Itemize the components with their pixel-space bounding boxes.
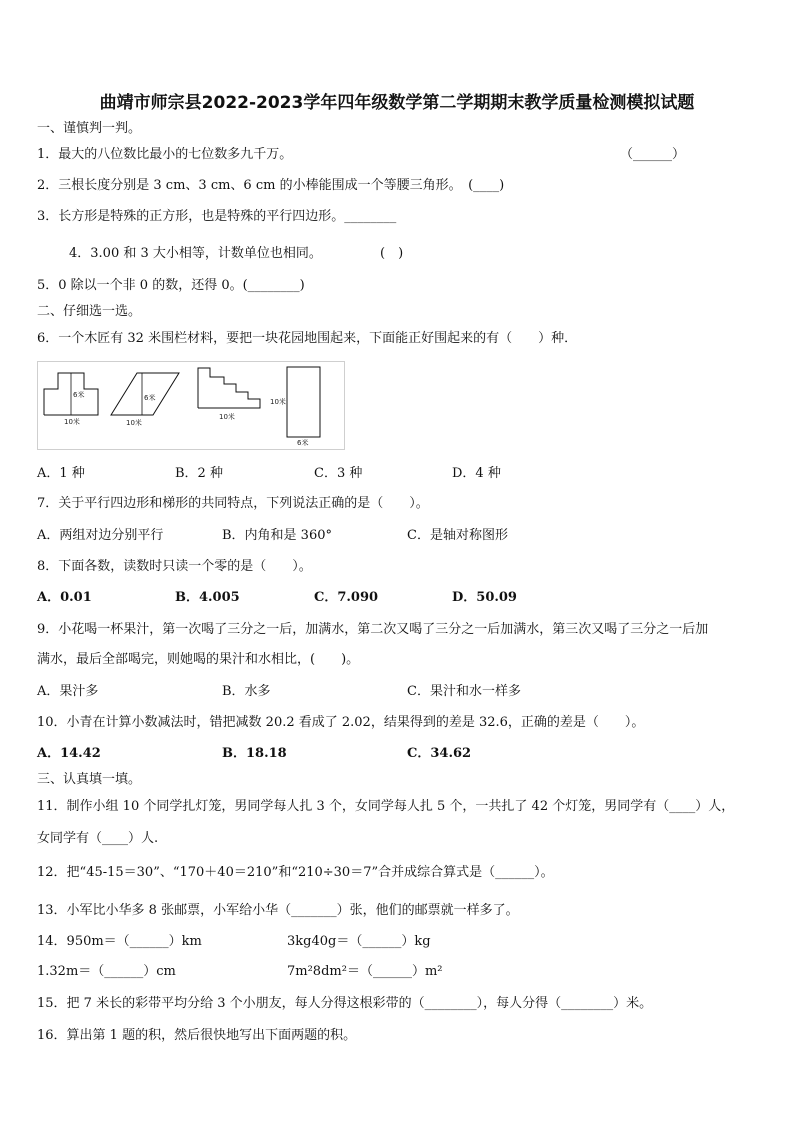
- page-title: 曲靖市师宗县2022-2023学年四年级数学第二学期期末教学质量检测模拟试题: [99, 93, 695, 113]
- question-15-text: 15．把 7 米长的彩带平均分给 3 个小朋友，每人分得这根彩带的（________），每人分得（________）米。: [37, 996, 653, 1011]
- q7-option-a[interactable]: A．两组对边分别平行: [37, 528, 164, 543]
- question-12-text: 12．把“45-15＝30”、“170＋40＝210”和“210÷30＝7”合并成综合算式是（______）。: [37, 865, 554, 880]
- figure-4-width-label: 6米: [297, 439, 309, 447]
- question-16-text: 16．算出第 1 题的积，然后很快地写出下面两题的积。: [37, 1028, 357, 1043]
- section-heading-1: 一、谨慎判一判。: [37, 121, 142, 136]
- q8-option-a[interactable]: A．0.01: [37, 590, 92, 605]
- q8-option-c[interactable]: C．7.090: [314, 590, 379, 605]
- question-14-c: 1.32m＝（______）cm: [37, 964, 176, 979]
- figure-4-height-label: 10米: [270, 398, 286, 406]
- question-5-text: 5．0 除以一个非 0 的数，还得 0。(________): [37, 278, 305, 293]
- q6-option-b[interactable]: B．2 种: [175, 466, 223, 481]
- q9-option-b[interactable]: B．水多: [222, 684, 271, 699]
- question-10-text: 10．小青在计算小数减法时，错把减数 20.2 看成了 2.02，结果得到的差是 32.6，正确的差是（ ）。: [37, 715, 645, 730]
- q6-option-d[interactable]: D．4 种: [452, 466, 501, 481]
- question-4-text: 4．3.00 和 3 大小相等，计数单位也相同。: [69, 246, 322, 261]
- q10-option-b[interactable]: B．18.18: [222, 746, 287, 761]
- section-heading-2: 二、仔细选一选。: [37, 304, 142, 319]
- question-3-text: 3．长方形是特殊的正方形，也是特殊的平行四边形。________: [37, 209, 397, 224]
- q8-option-d[interactable]: D．50.09: [452, 590, 517, 605]
- question-4-answer-blank[interactable]: ( ): [380, 246, 404, 261]
- q6-option-c[interactable]: C．3 种: [314, 466, 363, 481]
- question-6-figure: [37, 361, 345, 450]
- figure-2-height-label: 6米: [144, 394, 156, 402]
- question-1-answer-blank[interactable]: （______）: [620, 147, 686, 162]
- question-14-d: 7m²8dm²＝（______）m²: [287, 964, 443, 979]
- question-11-line-1: 11．制作小组 10 个同学扎灯笼，男同学每人扎 3 个，女同学每人扎 5 个，一共扎了 42 个灯笼，男同学有（____）人，: [37, 799, 735, 814]
- figure-shape-3: [198, 368, 260, 408]
- question-9-line-1: 9．小花喝一杯果汁，第一次喝了三分之一后，加满水，第二次又喝了三分之一后加满水，第三次又喝了三分之一后加: [37, 622, 709, 637]
- question-11-line-2: 女同学有（____）人.: [37, 831, 159, 846]
- question-1-text: 1．最大的八位数比最小的七位数多九千万。: [37, 147, 293, 162]
- q8-option-b[interactable]: B．4.005: [175, 590, 240, 605]
- q7-option-b[interactable]: B．内角和是 360°: [222, 528, 332, 543]
- question-2-text: 2．三根长度分别是 3 cm、3 cm、6 cm 的小棒能围成一个等腰三角形。 (____): [37, 178, 505, 193]
- question-8-text: 8．下面各数，读数时只读一个零的是（ ）。: [37, 559, 312, 574]
- q7-option-c[interactable]: C．是轴对称图形: [407, 528, 508, 543]
- q6-option-a[interactable]: A．1 种: [37, 466, 85, 481]
- question-6-text: 6．一个木匠有 32 米围栏材料，要把一块花园地围起来，下面能正好围起来的有（ ）种．: [37, 331, 578, 346]
- q9-option-c[interactable]: C．果汁和水一样多: [407, 684, 521, 699]
- figure-shape-4: [287, 367, 320, 437]
- question-14-b: 3kg40g＝（______）kg: [287, 934, 431, 949]
- section-heading-3: 三、认真填一填。: [37, 772, 142, 787]
- question-7-text: 7．关于平行四边形和梯形的共同特点，下列说法正确的是（ ）。: [37, 496, 429, 511]
- figure-1-height-label: 6米: [73, 391, 85, 399]
- question-9-line-2: 满水，最后全部喝完，则她喝的果汁和水相比，( )。: [37, 652, 360, 667]
- q10-option-a[interactable]: A．14.42: [37, 746, 101, 761]
- question-13-text: 13．小军比小华多 8 张邮票，小军给小华（_______）张，他们的邮票就一样多了。: [37, 903, 519, 918]
- figure-3-width-label: 10米: [219, 413, 235, 421]
- figure-1-width-label: 10米: [64, 418, 80, 426]
- figure-2-width-label: 10米: [126, 419, 142, 427]
- question-14-a: 14．950m＝（______）km: [37, 934, 202, 949]
- q9-option-a[interactable]: A．果汁多: [37, 684, 99, 699]
- q10-option-c[interactable]: C．34.62: [407, 746, 472, 761]
